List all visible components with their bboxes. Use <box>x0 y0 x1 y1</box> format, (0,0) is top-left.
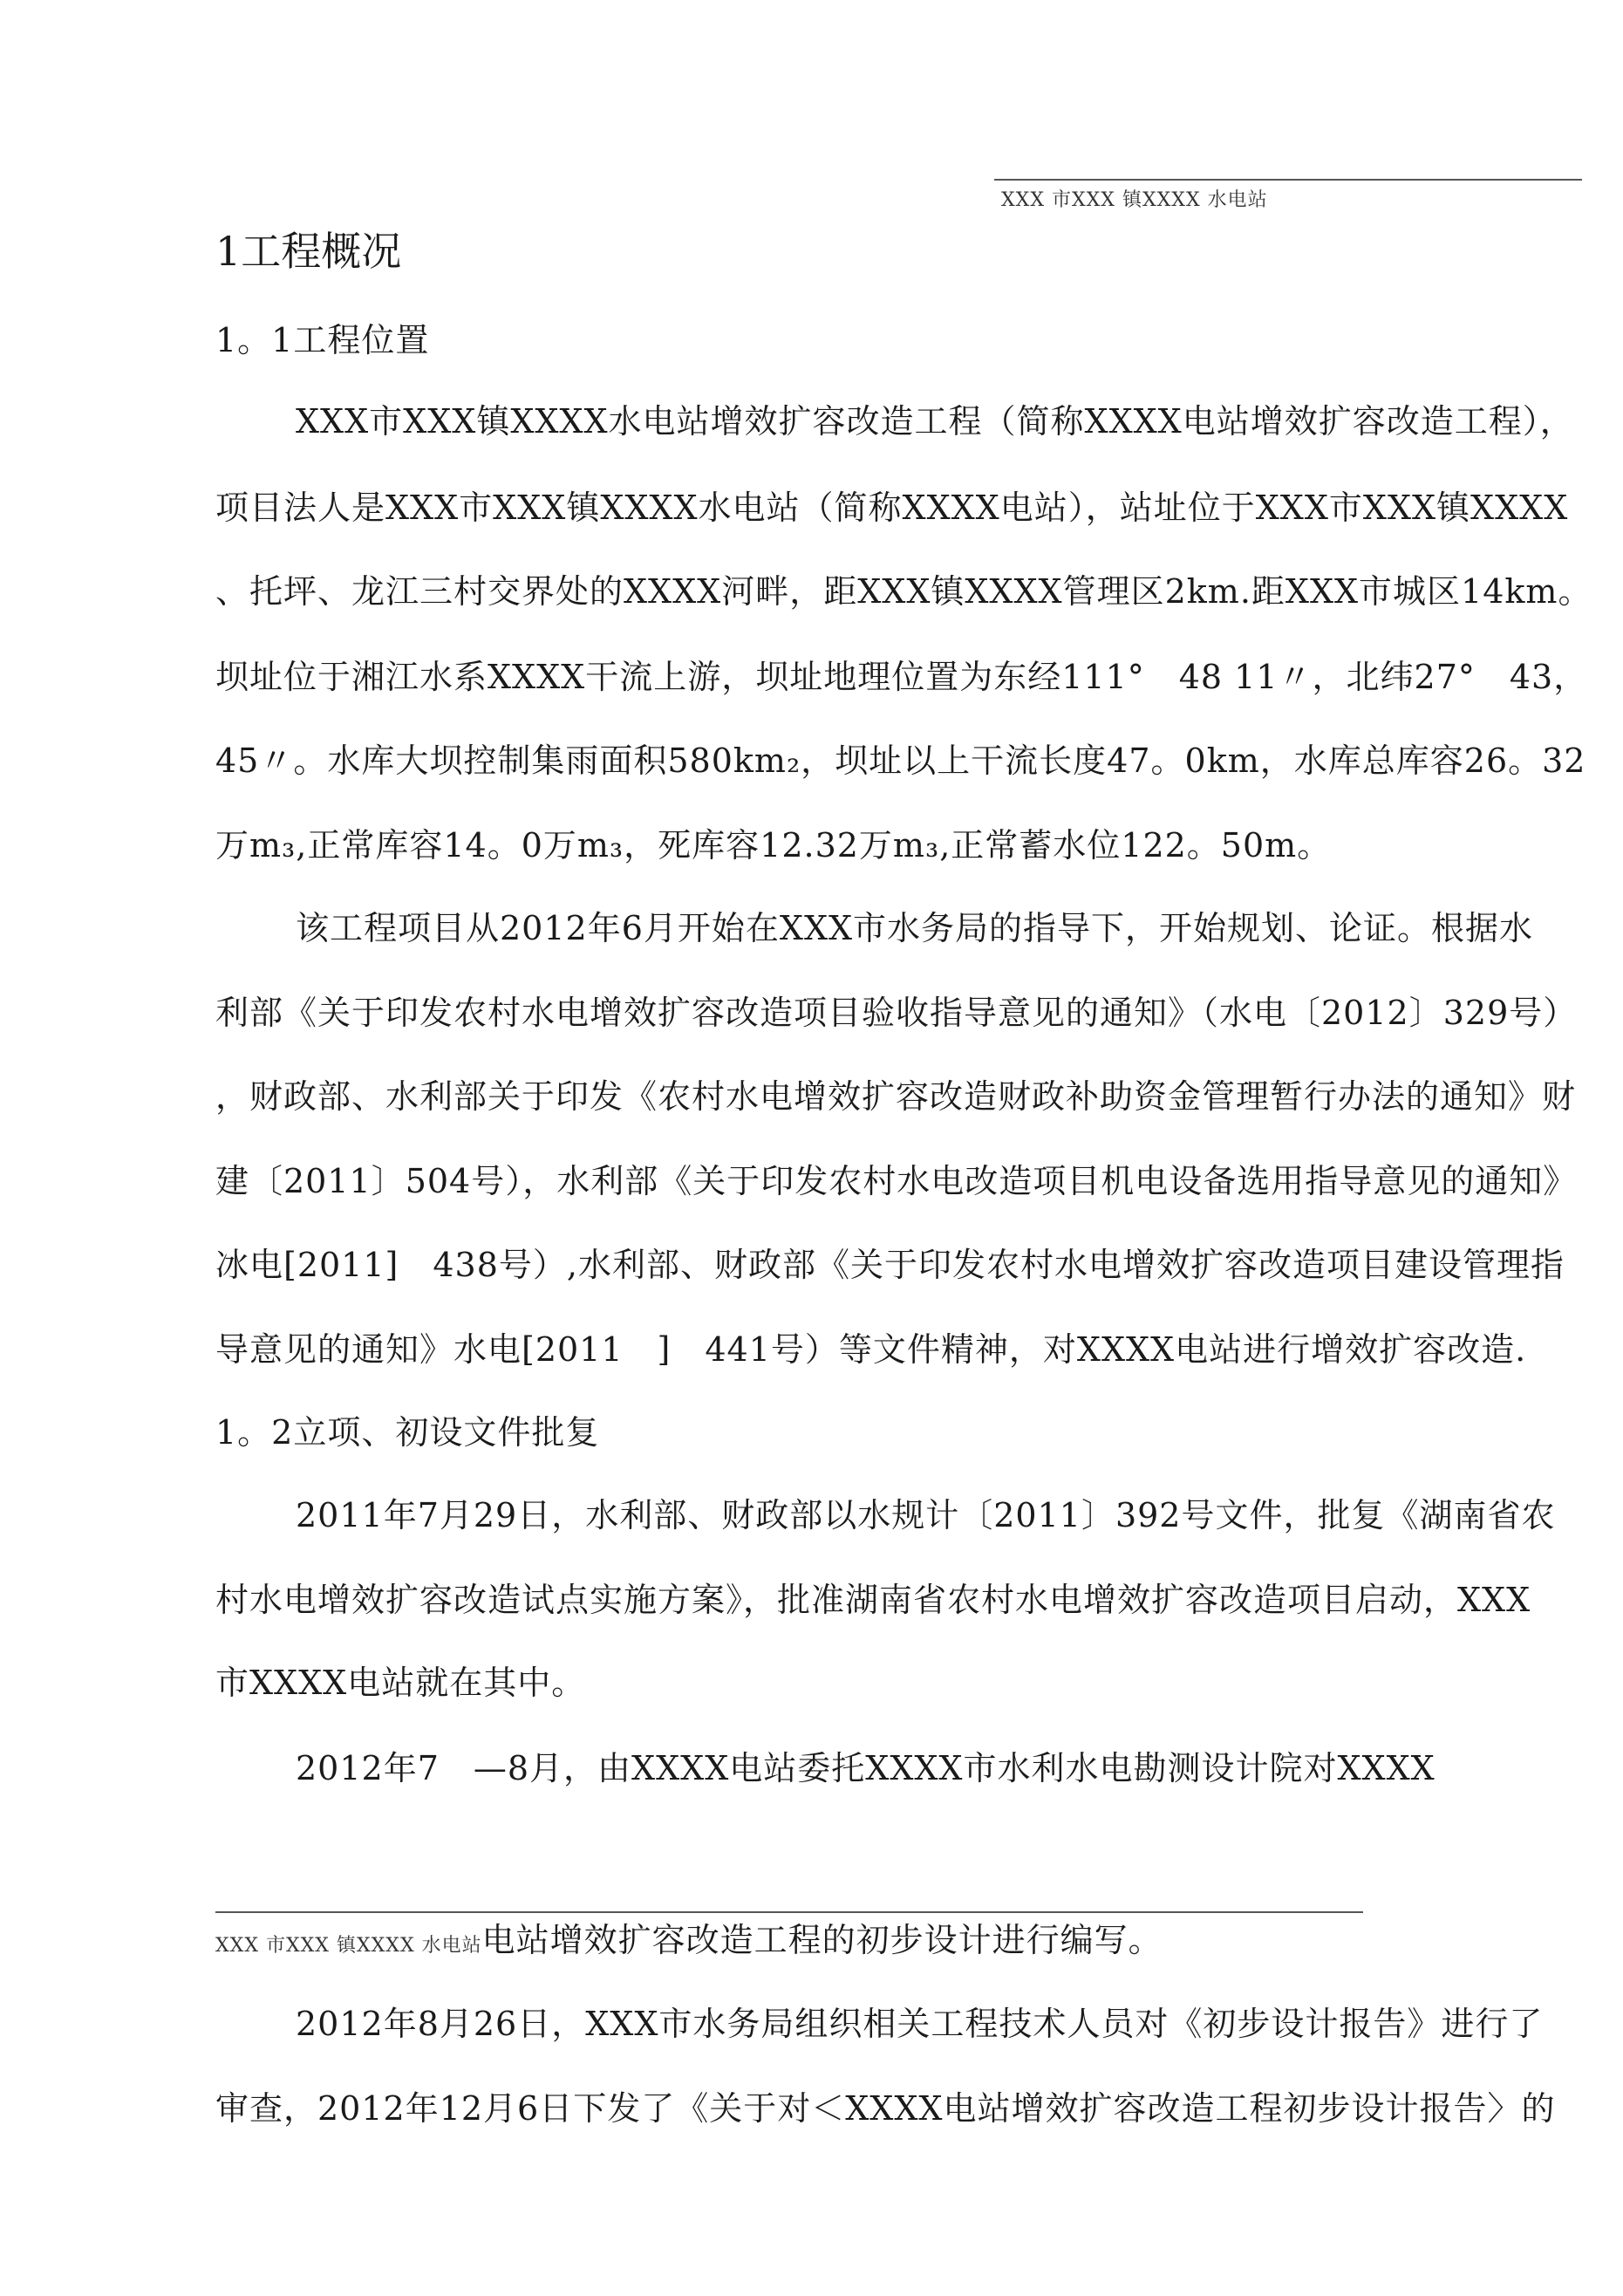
paragraph-line: 项目法人是XXX市XXX镇XXXX水电站（简称XXXX电站），站址位于XXX市XXX镇XXXX <box>215 489 1569 527</box>
paragraph-line: 冰电[2011] 438号）,水利部、财政部《关于印发农村水电增效扩容改造项目建设管理指 <box>215 1246 1565 1284</box>
paragraph-line: 2011年7月29日，水利部、财政部以水规计〔2011〕392号文件，批复《湖南省农 <box>296 1496 1556 1534</box>
paragraph-line: 2012年8月26日，XXX市水务局组织相关工程技术人员对《初步设计报告》进行了 <box>296 2005 1544 2043</box>
header-rule <box>994 179 1582 181</box>
page-break-rule <box>215 1911 1363 1913</box>
continuation-line <box>215 1919 1163 1967</box>
paragraph-line: 万m₃,正常库容14。0万m₃，死库容12.32万m₃,正常蓄水位122。50m。 <box>215 826 1332 864</box>
paragraph-line: ，财政部、水利部关于印发《农村水电增效扩容改造财政补助资金管理暂行办法的通知》财 <box>215 1077 1577 1116</box>
paragraph-line: 45〃。水库大坝控制集雨面积580km₂，坝址以上干流长度47。0km，水库总库容26。32 <box>215 741 1586 780</box>
paragraph-line: 、托坪、龙江三村交界处的XXXX河畔，距XXX镇XXXX管理区2km.距XXX市城区14km。 <box>215 572 1592 611</box>
paragraph-line: 利部《关于印发农村水电增效扩容改造项目验收指导意见的通知》（水电〔2012〕329号） <box>215 994 1578 1032</box>
paragraph-line: 村水电增效扩容改造试点实施方案》，批准湖南省农村水电增效扩容改造项目启动，XXX <box>215 1581 1531 1619</box>
paragraph-line: 该工程项目从2012年6月开始在XXX市水务局的指导下，开始规划、论证。根据水 <box>296 909 1534 947</box>
paragraph-line: 建〔2011〕504号），水利部《关于印发农村水电改造项目机电设备选用指导意见的通知》 <box>215 1162 1578 1200</box>
paragraph-line: 市XXXX电站就在其中。 <box>215 1664 586 1702</box>
running-header: XXX 市XXX 镇XXXX 水电站 <box>1001 189 1268 211</box>
running-header-small: XXX 市XXX 镇XXXX 水电站 <box>215 1935 482 1957</box>
paragraph-line: 导意见的通知》水电[2011 ] 441号）等文件精神，对XXXX电站进行增效扩容改造. <box>215 1330 1527 1369</box>
paragraph-line: XXX市XXX镇XXXX水电站增效扩容改造工程（简称XXXX电站增效扩容改造工程）， <box>296 402 1574 441</box>
paragraph-line: 2012年7 —8月，由XXXX电站委托XXXX市水利水电勘测设计院对XXXX <box>296 1749 1435 1787</box>
paragraph-line: 审查，2012年12月6日下发了《关于对＜XXXX电站增效扩容改造工程初步设计报告〉的 <box>215 2089 1556 2128</box>
subsection-heading-1-2: 1。2立项、初设文件批复 <box>215 1413 600 1452</box>
subsection-heading-1-1: 1。1工程位置 <box>215 321 430 359</box>
continuation-text: 电站增效扩容改造工程的初步设计进行编写。 <box>481 1921 1163 1959</box>
paragraph-line: 坝址位于湘江水系XXXX干流上游，坝址地理位置为东经111° 48 11〃，北纬27° 43， <box>215 658 1588 696</box>
section-title: 1工程概况 <box>215 228 402 275</box>
